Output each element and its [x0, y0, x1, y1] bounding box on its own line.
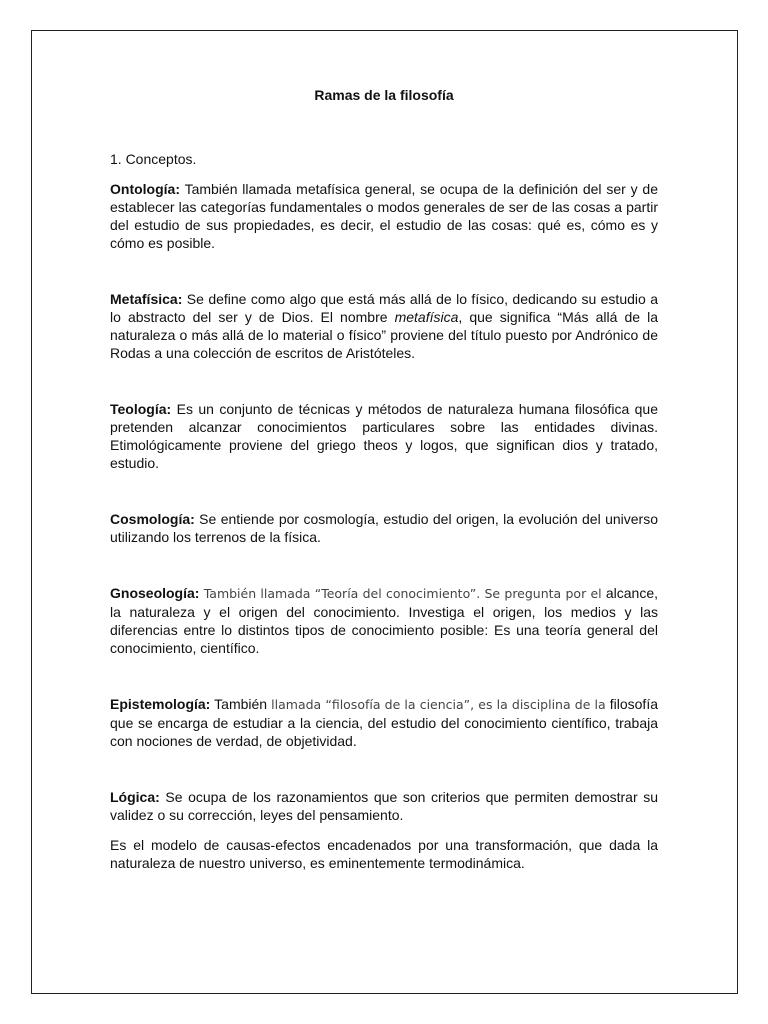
term-teologia: Teología: [110, 401, 172, 417]
term-epistemologia: Epistemología: [110, 696, 211, 712]
document-body [110, 86, 658, 872]
italic-metafisica: metafísica [394, 309, 459, 325]
text-metafisica-b: , que significa “Más allá de la naturaleza o más allá de lo material o físico” proviene del título puesto por Andrónico de Rodas a una colección de escritos de Aristóteles. [110, 309, 658, 361]
entry-ontologia [110, 180, 658, 252]
text-epistemologia-b: filosofía que se encarga de estudiar a la ciencia, del estudio del conocimiento científico, trabaja con nociones de verdad, de objetividad. [110, 696, 658, 749]
term-logica: Lógica: [110, 789, 160, 805]
soft-text-epistemologia: llamada “filosofía de la ciencia”, es la disciplina de la [271, 697, 606, 712]
soft-text-gnoseologia: También llamada “Teoría del conocimiento”. Se pregunta por el [199, 586, 602, 601]
text-logica: Se ocupa de los razonamientos que son criterios que permiten demostrar su validez o su corrección, leyes del pensamiento. [110, 789, 658, 823]
entry-epistemologia [110, 695, 658, 750]
term-ontologia: Ontología: [110, 181, 180, 197]
term-cosmologia: Cosmología: [110, 511, 195, 527]
section-heading: 1. Conceptos. [110, 151, 197, 167]
text-teologia: Es un conjunto de técnicas y métodos de naturaleza humana filosófica que pretenden alcanzar conocimientos particulares sobre las entidades divinas. Etimológicamente proviene del griego theos y logos, que significan dios y tratado, estudio. [110, 401, 658, 471]
text-cosmologia: Se entiende por cosmología, estudio del origen, la evolución del universo utilizando los terrenos de la física. [110, 511, 658, 545]
term-gnoseologia: Gnoseología: [110, 585, 200, 601]
text-metafisica-a: Se define como algo que está más allá de lo físico, dedicando su estudio a lo abstracto del ser y de Dios. El nombre [110, 291, 658, 325]
text-gnoseologia: alcance, la naturaleza y el origen del conocimiento. Investiga el origen, los medios y las diferencias entre lo distintos tipos de conocimiento posible: Es una teoría general del conocimiento, científico. [110, 585, 658, 656]
entry-metafisica [110, 290, 658, 362]
entry-teologia [110, 400, 658, 472]
entry-cosmologia [110, 510, 658, 546]
entry-logica [110, 788, 658, 824]
page-title: Ramas de la filosofía [314, 87, 454, 103]
term-metafisica: Metafísica: [110, 291, 183, 307]
logica-followup: Es el modelo de causas-efectos encadenados por una transformación, que dada la naturaleza de nuestro universo, es eminentemente termodinámica. [110, 837, 658, 871]
entry-gnoseologia [110, 584, 658, 657]
text-ontologia: También llamada metafísica general, se ocupa de la definición del ser y de establecer las categorías fundamentales o modos generales de ser de las cosas a partir del estudio de sus propiedades, es decir, el estudio de las cosas: qué es, cómo es y cómo es posible. [110, 181, 658, 251]
text-epistemologia-a: También [210, 696, 272, 712]
